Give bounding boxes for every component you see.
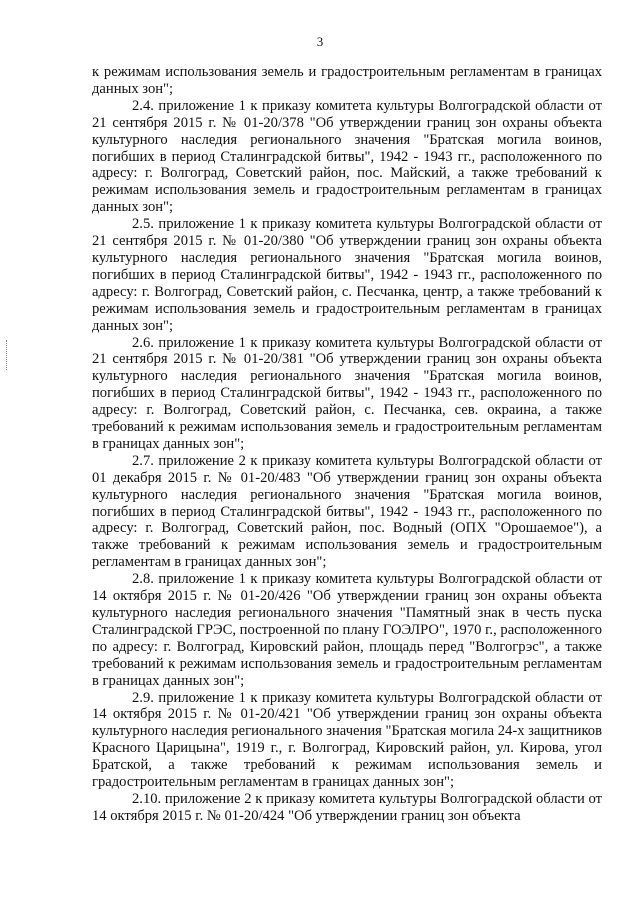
paragraph-2-5: 2.5. приложение 1 к приказу комитета культуры Волгоградской области от 21 сентября 2015 г. № 01-20/380 "Об утверждении границ зон охраны объекта культурного наследия регионального значения "Братская могила воинов, погибших в период Сталинградской битвы", 1942 - 1943 гг., расположенного по адресу: г. Волгоград, Советский район, с. Песчанка, центр, а также требований к режимам использования земель и градостроительным регламентам в границах данных зон";	[92, 216, 602, 334]
margin-marks	[6, 340, 9, 370]
document-body	[92, 64, 602, 825]
paragraph-2-10: 2.10. приложение 2 к приказу комитета культуры Волгоградской области от 14 октября 2015 г. № 01-20/424 "Об утверждении границ зон объекта	[92, 790, 602, 824]
paragraph-2-8: 2.8. приложение 1 к приказу комитета культуры Волгоградской области от 14 октября 2015 г. № 01-20/426 "Об утверждении границ зон охраны объекта культурного наследия регионального значения "Памятный знак в честь пуска Сталинградской ГРЭС, построенной по плану ГОЭЛРО", 1970 г., расположенного по адресу: г. Волгоград, Кировский район, площадь перед "Волгогрэс", а также требований к режимам использования земель и градостроительным регламентам в границах данных зон";	[92, 571, 602, 689]
paragraph-2-4: 2.4. приложение 1 к приказу комитета культуры Волгоградской области от 21 сентября 2015 г. № 01-20/378 "Об утверждении границ зон охраны объекта культурного наследия регионального значения "Братская могила воинов, погибших в период Сталинградской битвы", 1942 - 1943 гг., расположенного по адресу: г. Волгоград, Советский район, пос. Майский, а также требований к режимам использования земель и градостроительным регламентам в границах данных зон";	[92, 97, 602, 216]
paragraph-2-6: 2.6. приложение 1 к приказу комитета культуры Волгоградской области от 21 сентября 2015 г. № 01-20/381 "Об утверждении границ зон охраны объекта культурного наследия регионального значения "Братская могила воинов, погибших в период Сталинградской битвы", 1942 - 1943 гг., расположенного по адресу: г. Волгоград, Советский район, с. Песчанка, сев. окраина, а также требований к режимам использования земель и градостроительным регламентам в границах данных зон";	[92, 334, 602, 452]
paragraph-2-9: 2.9. приложение 1 к приказу комитета культуры Волгоградской области от 14 октября 2015 г. № 01-20/421 "Об утверждении границ зон охраны объекта культурного наследия регионального значения "Братская могила 24-х защитников Красного Царицына", 1919 г., г. Волгоград, Кировский район, ул. Кирова, угол Братской, а также требований к режимам использования земель и градостроительным регламентам в границах данных зон";	[92, 689, 602, 791]
paragraph-2-7: 2.7. приложение 2 к приказу комитета культуры Волгоградской области от 01 декабря 2015 г. № 01-20/483 "Об утверждении границ зон охраны объекта культурного наследия регионального значения "Братская могила воинов, погибших в период Сталинградской битвы", 1942 - 1943 гг., расположенного по адресу: г. Волгоград, Советский район, пос. Водный (ОПХ "Орошаемое"), а также требований к режимам использования земель и градостроительным регламентам в границах данных зон";	[92, 452, 602, 571]
paragraph-continuation: к режимам использования земель и градостроительным регламентам в границах данных зон";	[92, 64, 602, 97]
page-number: 3	[316, 34, 324, 49]
